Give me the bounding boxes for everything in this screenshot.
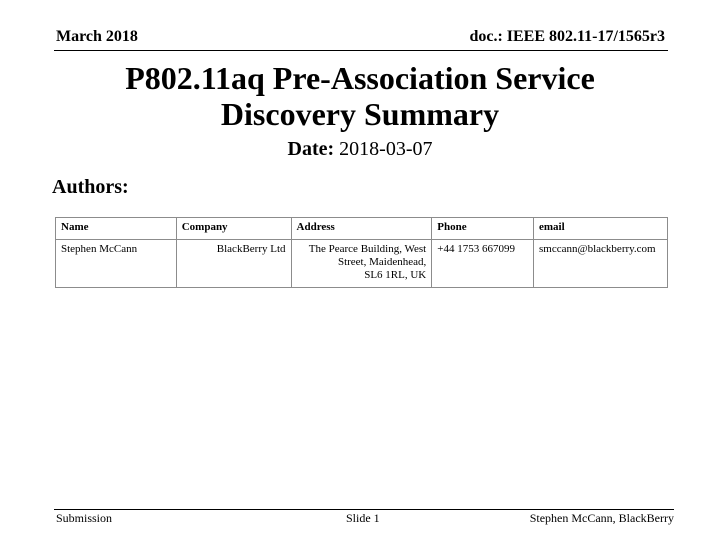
address-line-3: SL6 1RL, UK <box>364 269 427 281</box>
date-value: 2018-03-07 <box>339 138 433 160</box>
footer-divider <box>54 509 674 510</box>
slide-title <box>0 60 720 132</box>
footer-slide-number: Slide 1 <box>346 511 380 525</box>
col-header-company: Company <box>176 218 291 240</box>
authors-heading: Authors: <box>52 176 129 198</box>
col-header-phone: Phone <box>432 218 534 240</box>
slide-title-line-1: P802.11aq Pre-Association Service <box>125 60 595 96</box>
header-date: March 2018 <box>56 28 138 45</box>
col-header-email: email <box>534 218 668 240</box>
author-phone: +44 1753 667099 <box>432 240 534 288</box>
author-name: Stephen McCann <box>56 240 177 288</box>
col-header-address: Address <box>291 218 432 240</box>
footer-author: Stephen McCann, BlackBerry <box>529 511 674 525</box>
header-doc-id: doc.: IEEE 802.11-17/1565r3 <box>469 28 665 45</box>
author-company: BlackBerry Ltd <box>176 240 291 288</box>
author-email: smccann@blackberry.com <box>534 240 668 288</box>
authors-table <box>55 217 668 288</box>
address-line-2: Street, Maidenhead, <box>337 256 427 268</box>
header-divider <box>54 50 668 51</box>
footer-submission: Submission <box>56 511 113 525</box>
address-line-1: The Pearce Building, West <box>308 243 427 255</box>
date-label: Date: <box>287 138 335 160</box>
col-header-name: Name <box>56 218 177 240</box>
author-address <box>291 240 432 288</box>
table-row <box>56 240 668 288</box>
slide-title-line-2: Discovery Summary <box>220 96 500 132</box>
authors-table-header-row <box>56 218 668 240</box>
date-line <box>0 138 720 161</box>
